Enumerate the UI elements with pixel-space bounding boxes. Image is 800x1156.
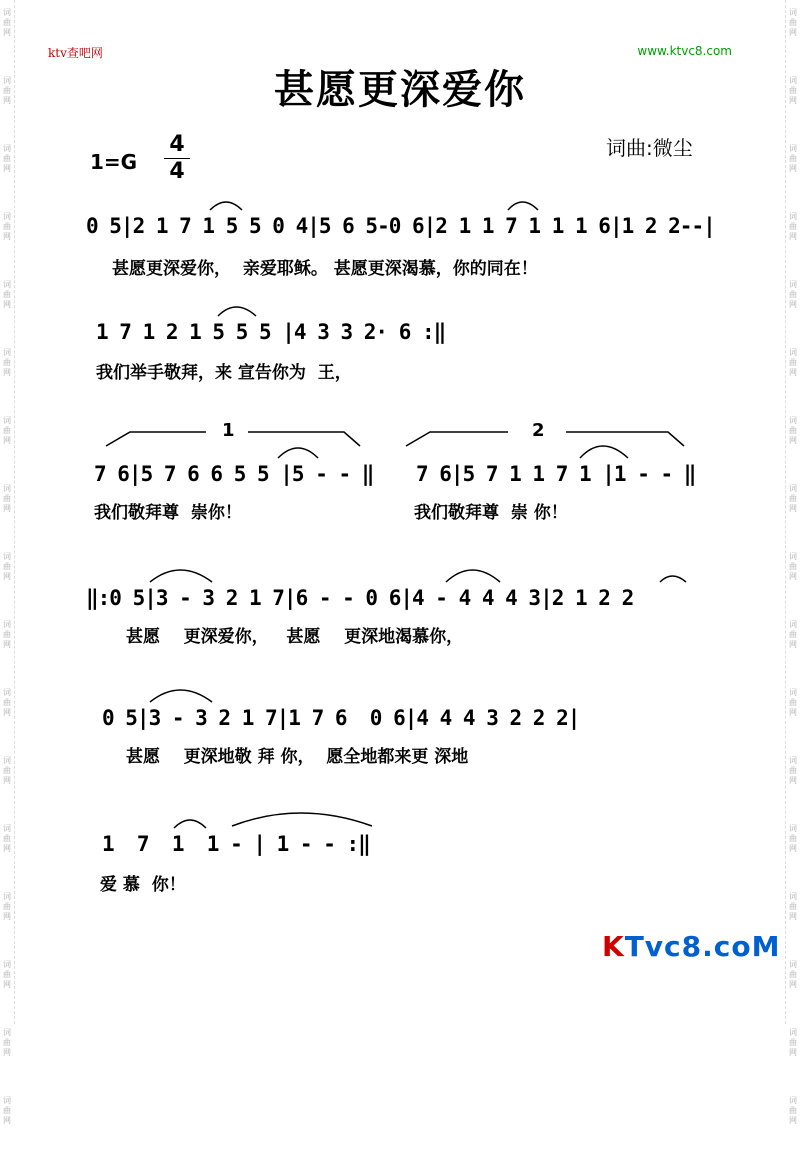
slur <box>446 570 500 582</box>
slur <box>508 202 538 210</box>
staff-line-6-lyrics: 爱 慕 你！ <box>100 875 186 895</box>
staff-line-1-lyrics: 甚愿更深爱你， 亲爱耶稣。 甚愿更深渴慕，你的同在！ <box>112 259 538 279</box>
side-watermark-right: 词 曲 网 词 曲 网 词 曲 网 词 曲 网 词 曲 网 词 曲 网 词 曲 网 词 曲 网 词 曲 网 词 曲 网 词 曲 网 词 曲 网 词 曲 网 词 曲 网 词 曲 网 词 曲 网 词 曲 网 <box>785 0 800 1024</box>
slur <box>150 570 212 582</box>
slur <box>278 448 318 458</box>
staff-line-5-lyrics: 甚愿 更深地敬 拜 你， 愿全地都来更 深地 <box>126 747 469 767</box>
volta-1-bracket-left <box>106 432 206 446</box>
staff-line-4-notes: ‖:0 5|3 - 3 2 1 7|6 - - 0 6|4 - 4 4 4 3|2 1 2 2 <box>86 586 634 610</box>
slur <box>232 813 372 826</box>
staff-line-5-notes: 0 5|3 - 3 2 1 7|1 7 6 0 6|4 4 4 3 2 2 2| <box>102 706 580 730</box>
slur <box>210 202 242 210</box>
site-url-right: www.ktvc8.com <box>637 44 732 58</box>
volta-1-bracket-right <box>248 432 360 446</box>
slur <box>174 820 206 828</box>
staff-line-3-lyrics-ending-1: 我们敬拜尊 崇你！ <box>94 503 242 523</box>
staff-line-2-lyrics: 我们举手敬拜，来 宣告你为 王， <box>96 363 352 383</box>
staff-line-3-notes-ending-1: 7 6|5 7 6 6 5 5 |5 - - ‖ <box>94 462 374 486</box>
staff-line-6-notes: 1 7 1 1 - | 1 - - :‖ <box>102 832 370 856</box>
side-watermark-left: 词 曲 网 词 曲 网 词 曲 网 词 曲 网 词 曲 网 词 曲 网 词 曲 网 词 曲 网 词 曲 网 词 曲 网 词 曲 网 词 曲 网 词 曲 网 词 曲 网 词 曲 网 词 曲 网 词 曲 网 <box>0 0 15 1024</box>
slur <box>660 576 686 582</box>
volta-2-number: 2 <box>532 420 545 441</box>
time-signature-bottom: 4 <box>169 159 185 184</box>
time-signature-top: 4 <box>164 132 190 159</box>
key-signature: 1=G <box>90 150 138 174</box>
song-title: 甚愿更深爱你 <box>274 67 526 113</box>
staff-line-1-notes: 0 5|2 1 7 1 5 5 0 4|5 6 5-0 6|2 1 1 7 1 1 1 6|1 2 2--| <box>86 214 715 238</box>
volta-1-number: 1 <box>222 420 235 441</box>
staff-line-3-lyrics-ending-2: 我们敬拜尊 崇 你！ <box>414 503 568 523</box>
staff-line-3-notes-ending-2: 7 6|5 7 1 1 7 1 |1 - - ‖ <box>416 462 696 486</box>
staff-line-4-lyrics: 甚愿 更深爱你， 甚愿 更深地渴慕你， <box>126 627 464 647</box>
site-logo: KTvc8.coM <box>602 930 781 963</box>
volta-2-bracket-left <box>406 432 508 446</box>
site-label-left: ktv查吧网 <box>48 46 103 60</box>
credit-line: 词曲:微尘 <box>606 136 693 160</box>
slur <box>150 690 212 702</box>
volta-2-bracket-right <box>566 432 684 446</box>
staff-line-2-notes: 1 7 1 2 1 5 5 5 |4 3 3 2· 6 :‖ <box>96 320 446 344</box>
slur <box>218 307 256 316</box>
slur <box>580 446 628 458</box>
